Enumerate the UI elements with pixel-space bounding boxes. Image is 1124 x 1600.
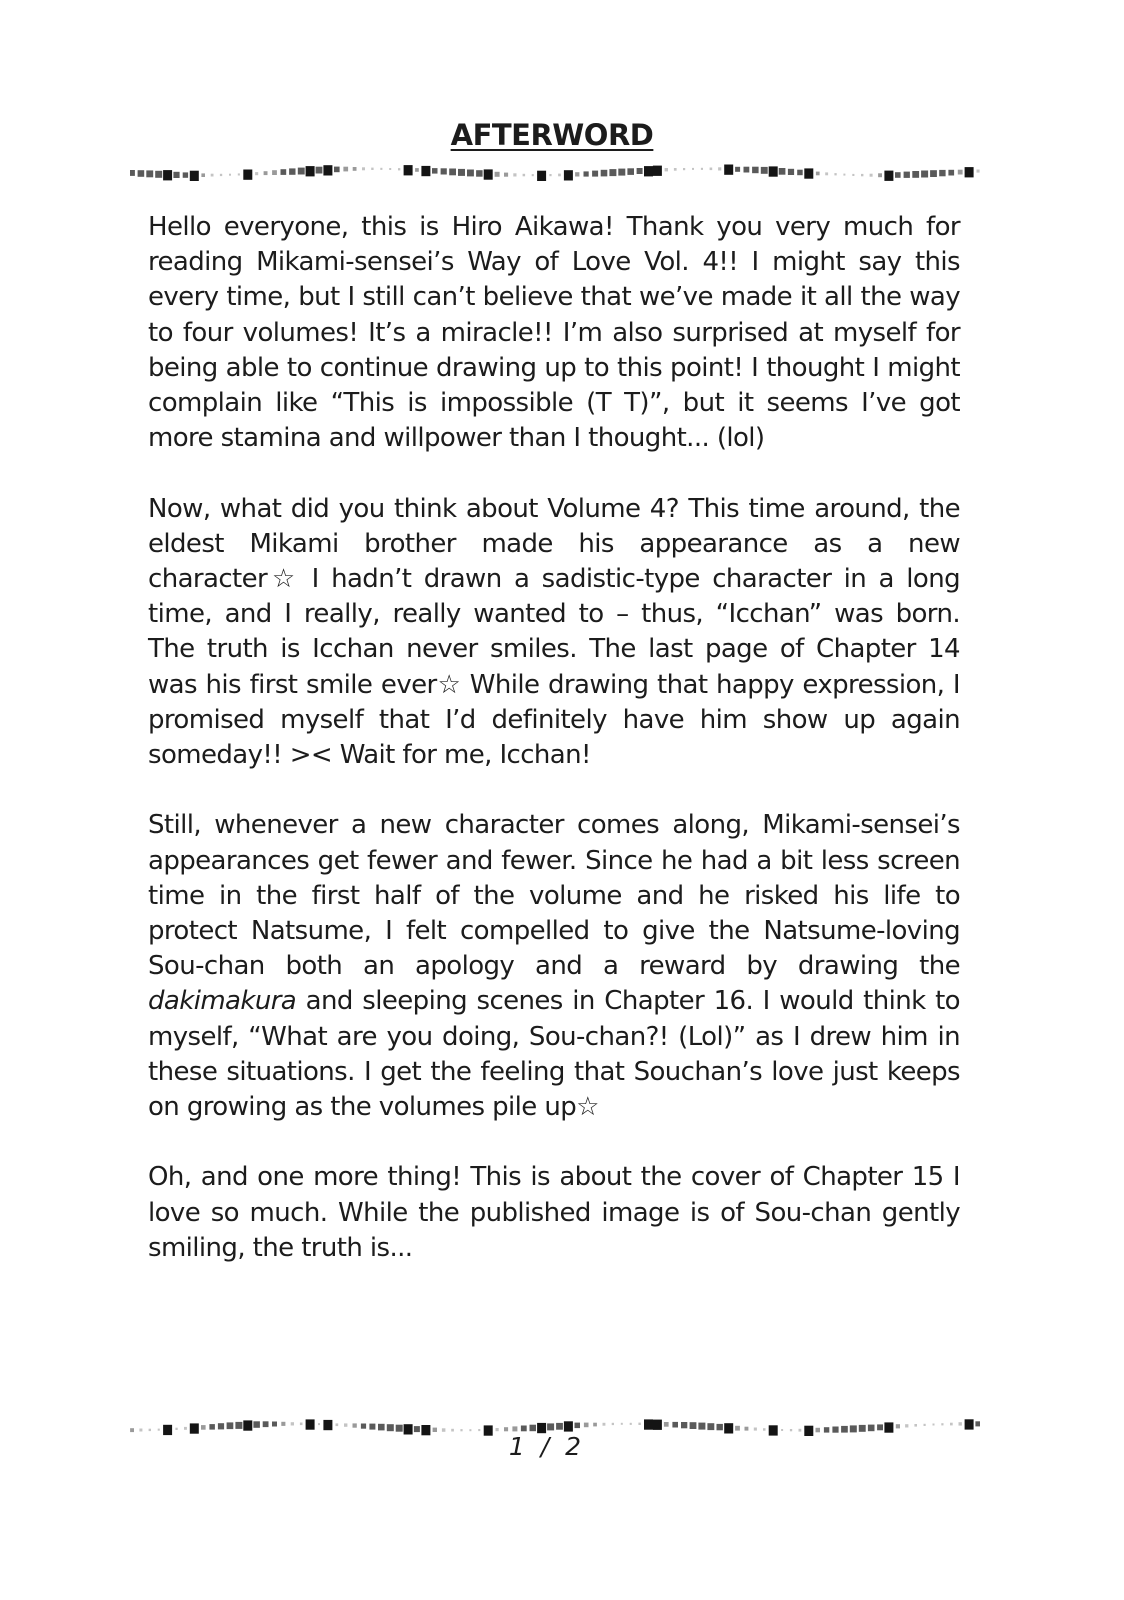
divider-square [201, 1425, 206, 1430]
divider-square [735, 167, 740, 172]
divider-square [467, 170, 474, 177]
divider-square [547, 1423, 554, 1430]
divider-square [387, 1424, 394, 1431]
divider-square [404, 165, 413, 175]
divider-square [175, 1428, 177, 1430]
divider-square [914, 1424, 917, 1427]
divider-square [896, 1424, 900, 1428]
divider-square [190, 171, 199, 181]
divider-square [380, 168, 382, 170]
divider-square [904, 172, 910, 178]
divider-square [371, 168, 373, 170]
divider-square [344, 1423, 347, 1426]
divider-square [460, 1429, 462, 1431]
divider-square [664, 1422, 669, 1427]
divider-square [323, 165, 332, 175]
divider-square [843, 174, 845, 176]
divider-square [653, 166, 662, 176]
divider-square [272, 170, 277, 175]
divider-square [421, 166, 430, 176]
afterword-body [148, 210, 960, 1301]
divider-square [227, 1422, 234, 1429]
divider-square [718, 167, 721, 170]
divider-square [530, 1425, 537, 1432]
divider-square [707, 1423, 714, 1430]
divider-square [965, 167, 974, 177]
divider-square [336, 1423, 339, 1426]
divider-square [209, 1424, 215, 1430]
divider-square [735, 1426, 740, 1431]
divider-square [163, 170, 172, 180]
divider-square [389, 168, 391, 170]
divider-square [921, 171, 928, 178]
paragraph-3-emphasis: dakimakura [148, 986, 297, 1017]
divider-square [895, 172, 901, 178]
divider-square [496, 1428, 499, 1431]
divider-square [701, 168, 703, 170]
divider-square [398, 168, 400, 170]
divider-square [584, 1423, 589, 1428]
divider-square [323, 1420, 332, 1430]
divider-square [495, 172, 500, 177]
divider-square [965, 1419, 974, 1429]
divider-square [674, 168, 677, 171]
divider-square [537, 171, 546, 181]
divider-square [504, 173, 508, 177]
divider-square [369, 1424, 375, 1430]
divider-square [362, 167, 365, 170]
divider-square [469, 1429, 471, 1431]
divider-square [478, 1429, 480, 1431]
divider-square [255, 172, 258, 175]
divider-square [788, 169, 794, 175]
divider-square [149, 1429, 151, 1431]
divider-square [476, 170, 483, 177]
divider-square [549, 174, 551, 176]
divider-square [353, 167, 357, 171]
divider-square [948, 170, 954, 176]
divider-square [924, 1424, 926, 1426]
divider-square [575, 172, 579, 176]
divider-square [644, 1419, 653, 1429]
divider-square [243, 1420, 252, 1430]
divider-square [201, 173, 205, 177]
divider-square [211, 174, 214, 177]
divider-square [253, 1421, 260, 1428]
divider-square [681, 1422, 687, 1428]
divider-square [521, 1426, 527, 1432]
divider-square [621, 1423, 623, 1425]
divider-square [834, 173, 836, 175]
divider-square [878, 173, 882, 177]
divider-square [220, 174, 222, 176]
divider-square [432, 168, 438, 174]
divider-square [138, 170, 145, 177]
divider-square [744, 167, 750, 173]
divider-square [690, 1422, 697, 1429]
divider-square [638, 1423, 640, 1425]
divider-square [593, 1423, 597, 1427]
divider-square [959, 1422, 962, 1425]
divider-square [861, 174, 863, 176]
divider-square [318, 1423, 320, 1425]
paragraph-3-before: Still, whenever a new character comes along, Mikami-sensei’s appearances get fewer and fewer. Since he had a bit less screen time in the first half of the volume and he risked his life to protect Natsume, I felt compelled to give the Natsume-loving Sou-chan both an apology and a reward by drawing the [148, 810, 960, 982]
divider-square [930, 170, 937, 177]
divider-square [790, 1429, 792, 1431]
divider-square [130, 170, 135, 176]
divider-square [158, 1429, 160, 1431]
divider-square [653, 1420, 662, 1430]
divider-square [378, 1424, 385, 1431]
divider-square [644, 166, 653, 176]
divider-square [173, 172, 179, 178]
divider-square [752, 167, 759, 174]
divider-square [564, 1421, 573, 1431]
divider-square [218, 1423, 224, 1429]
divider-square [754, 1428, 757, 1431]
divider-square [592, 171, 598, 177]
divider-square [512, 1426, 517, 1431]
page-title: AFTERWORD [450, 118, 654, 152]
divider-square [717, 1424, 723, 1430]
divider-square [779, 168, 786, 175]
divider-square [769, 166, 778, 176]
divider-square [692, 168, 694, 170]
divider-square [183, 172, 188, 177]
divider-square [458, 169, 465, 176]
page-number: 1 / 2 [508, 1432, 586, 1461]
paragraph-1: Hello everyone, this is Hiro Aikawa! Thank you very much for reading Mikami-sensei’s Way of Love Vol. 4!! I might say this every time, but I still can’t believe that we’ve made it all the way to four volumes! It’s a miracle!! I’m also surprised at myself for being able to continue drawing up to this point! I thought I might complain like “This is impossible (T T)”, but it seems I’ve got more stamina and willpower than I thought... (lol) [148, 212, 960, 454]
divider-square [281, 1422, 285, 1426]
divider-square [612, 1423, 614, 1425]
divider-square [564, 170, 573, 180]
divider-square [523, 174, 526, 177]
divider-square [264, 171, 268, 175]
divider-square [724, 165, 733, 175]
divider-square [300, 1423, 303, 1426]
divider-square [804, 168, 813, 178]
divider-square [558, 174, 561, 177]
divider-square [884, 171, 893, 181]
divider-square [415, 168, 419, 172]
divider-square [441, 168, 447, 174]
divider-square [584, 171, 589, 176]
divider-square [272, 1422, 277, 1427]
divider-square [396, 1425, 403, 1432]
divider-square [950, 1423, 953, 1426]
divider-square [816, 172, 820, 176]
divider-square [868, 1425, 875, 1432]
divider-square [306, 1419, 315, 1429]
divider-square [298, 168, 305, 175]
divider-square [912, 171, 919, 178]
divider-square [306, 166, 315, 176]
divider-square [556, 1423, 563, 1430]
divider-square [627, 168, 634, 175]
divider-square [343, 167, 348, 172]
divider-square [933, 1424, 935, 1426]
paragraph-4: Oh, and one more thing! This is about the cover of Chapter 15 I love so much. While the published image is of Sou-chan gently smiling, the truth is... [148, 1162, 960, 1263]
divider-square [229, 174, 231, 176]
divider-square [710, 168, 713, 171]
divider-square [877, 1424, 883, 1430]
divider-square [334, 167, 340, 173]
divider-square [958, 170, 963, 175]
divider-square [761, 167, 768, 174]
divider-square [532, 174, 534, 176]
divider-square [637, 168, 643, 174]
divider-square [238, 173, 240, 175]
divider-square [797, 170, 803, 176]
divider-square [575, 1423, 581, 1429]
divider-square [939, 170, 945, 176]
divider-square [941, 1423, 943, 1425]
divider-square [905, 1424, 908, 1427]
divider-square [698, 1423, 705, 1430]
divider-square [672, 1422, 678, 1428]
divider-square [852, 174, 854, 176]
paragraph-3 [148, 808, 960, 1125]
divider-square [870, 174, 873, 177]
divider-square [353, 1423, 357, 1427]
divider-square [146, 170, 153, 177]
divider-square [859, 1425, 866, 1432]
paragraph-3-after: and sleeping scenes in Chapter 16. I would think to myself, “What are you doing, Sou-chan?! (Lol)” as I drew him in these situations. I get the feeling that Souchan’s love just keeps on growing as the volumes pile up☆ [148, 986, 960, 1123]
divider-square [609, 169, 616, 176]
divider-square [291, 1422, 294, 1425]
divider-square [618, 169, 625, 176]
divider-square [977, 170, 980, 173]
divider-square [630, 1423, 632, 1425]
divider-square [513, 173, 516, 176]
divider-square [484, 169, 493, 179]
divider-square [449, 169, 456, 176]
divider-square [745, 1427, 749, 1431]
divider-square [683, 168, 685, 170]
divider-square [184, 1427, 187, 1430]
divider-square [155, 171, 162, 178]
divider-square [763, 1428, 766, 1431]
divider-square [289, 168, 295, 174]
divider-square [975, 1421, 980, 1426]
divider-square [825, 172, 828, 175]
divider-square [361, 1424, 366, 1429]
divider-square [781, 1429, 783, 1431]
top-decorative-divider [130, 157, 980, 187]
divider-square [281, 169, 287, 175]
divider-square [603, 1423, 606, 1426]
divider-square [601, 170, 608, 177]
paragraph-2: Now, what did you think about Volume 4? This time around, the eldest Mikami brother made his appearance as a new character☆ I hadn’t drawn a sadistic-type character in a long time, and I really, really wanted to – thus, “Icchan” was born. The truth is Icchan never smiles. The last page of Chapter 14 was his first smile ever☆ While drawing that happy expression, I promised myself that I’d definitely have him show up again someday!! >< Wait for me, Icchan! [148, 493, 960, 771]
divider-square [235, 1422, 242, 1429]
divider-square [263, 1421, 269, 1427]
divider-square [243, 170, 252, 180]
divider-square [665, 168, 668, 171]
divider-square [504, 1427, 508, 1431]
divider-square [316, 167, 323, 174]
